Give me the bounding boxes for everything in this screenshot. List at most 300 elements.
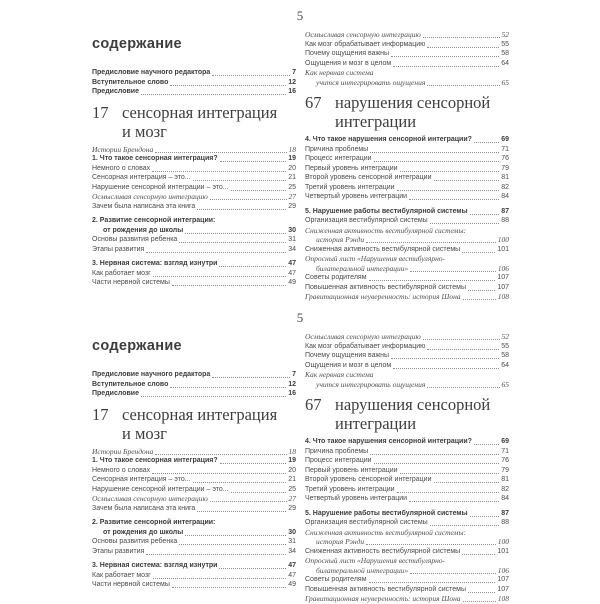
toc-dotted-leader	[463, 596, 496, 602]
toc-entry	[92, 164, 296, 174]
toc-entry-page: 76	[501, 155, 509, 162]
toc-entry-page: 47	[288, 571, 296, 579]
toc-entry-label: 3. Нервная система: взгляд изнутри	[92, 260, 218, 267]
toc-entry	[305, 437, 509, 447]
toc-entry-page: 71	[501, 447, 509, 455]
toc-entry-page: 16	[288, 88, 296, 95]
toc-entry-page: 88	[501, 519, 509, 526]
toc-dotted-leader	[409, 194, 499, 200]
toc-entry-page: 100	[497, 537, 509, 546]
toc-dotted-leader	[212, 70, 290, 76]
toc-dotted-leader	[185, 530, 286, 536]
toc-dotted-leader	[400, 166, 500, 172]
toc-dotted-leader	[220, 156, 287, 162]
toc-entry-page: 31	[288, 538, 296, 545]
toc-entry	[92, 259, 296, 269]
toc-entry-page: 82	[501, 485, 509, 493]
toc-dotted-leader	[210, 496, 287, 502]
toc-entry	[305, 78, 509, 88]
toc-entry-page: 18	[288, 144, 296, 154]
chapter-17-entries	[92, 447, 296, 590]
toc-entry	[92, 154, 296, 164]
toc-entry-label: Гравитационная неуверенность: история Шона	[305, 292, 461, 301]
toc-entry-label: 5. Нарушение работы вестибулярной системы	[305, 509, 468, 517]
toc-entry-label: Истории Брендона	[92, 144, 154, 154]
toc-dotted-leader	[434, 477, 500, 483]
toc-dotted-leader	[155, 449, 286, 455]
toc-entry-page: 47	[288, 260, 296, 267]
toc-entry-label: Гравитационная неуверенность: история Шона	[305, 594, 461, 603]
toc-entry-page: 31	[288, 236, 296, 243]
toc-entry-label: Немного о словах	[92, 466, 151, 474]
toc-entry	[305, 575, 509, 585]
chapter-17-title-line2: и мозг	[122, 121, 167, 141]
toc-dotted-leader	[370, 449, 499, 455]
toc-entry-page: 107	[497, 283, 509, 291]
toc-entry	[92, 571, 296, 581]
toc-entry-label: 4. Что такое нарушения сенсорной интеграции?	[305, 438, 472, 445]
toc-entry-page: 25	[288, 183, 296, 191]
toc-dotted-leader	[423, 334, 500, 340]
toc-entry	[92, 192, 296, 202]
toc-entry	[305, 537, 509, 547]
toc-entry-label: учится интегрировать ощущения	[316, 77, 426, 87]
toc-dotted-leader	[193, 477, 287, 483]
toc-entry-label: 2. Развитие сенсорной интеграции:	[92, 519, 216, 526]
toc-entry	[92, 494, 296, 504]
toc-entry-page: 29	[288, 202, 296, 210]
toc-entry-page: 12	[288, 78, 296, 86]
chapter-67-heading	[305, 395, 509, 433]
toc-dotted-leader	[231, 487, 287, 493]
toc-entry	[305, 207, 509, 217]
chapter-17-heading	[92, 405, 296, 443]
toc-entry	[305, 183, 509, 193]
toc-entry-label: Советы родителям	[305, 274, 367, 281]
toc-entry-label: Как нервная система	[305, 68, 374, 77]
chapter-17-title-line2: и мозг	[122, 423, 167, 443]
toc-entry-label: Как нервная система	[305, 370, 374, 379]
toc-entry-label: Этапы развития	[92, 245, 145, 253]
toc-entry-label: Ощущения и мозг в целом	[305, 361, 392, 369]
toc-entry-label: 1. Что такое сенсорная интеграция?	[92, 155, 218, 162]
toc-entry-label: Сенсорная интеграция – это...	[92, 476, 191, 483]
toc-dotted-leader	[391, 51, 499, 57]
toc-entry	[92, 561, 296, 571]
toc-dotted-leader	[430, 218, 500, 224]
toc-entry	[92, 78, 296, 88]
toc-entry-page: 87	[501, 509, 509, 517]
toc-entry-label: Части нервной системы	[92, 581, 170, 588]
toc-entry	[305, 164, 509, 174]
book-page-copy-1	[0, 0, 600, 300]
toc-dotted-leader	[391, 353, 499, 359]
toc-entry-page: 7	[292, 371, 296, 378]
toc-entry-label: история Рэнди	[316, 537, 365, 546]
toc-entry-label: Советы родителям	[305, 576, 367, 583]
toc-entry-label: учится интегрировать ощущения	[316, 379, 426, 389]
toc-entry	[92, 87, 296, 97]
toc-dotted-leader	[427, 80, 499, 86]
chapter-17-title-line1: сенсорная интеграция	[122, 102, 278, 122]
toc-entry-page: 29	[288, 504, 296, 512]
toc-entry-page: 81	[501, 476, 509, 483]
toc-dotted-leader	[410, 266, 495, 272]
contents-right-column	[305, 330, 509, 604]
toc-entry	[305, 216, 509, 226]
toc-entry-label: Причина проблемы	[305, 145, 369, 153]
page-number: 5	[296, 310, 304, 325]
toc-dotted-leader	[462, 247, 495, 253]
toc-entry-label: Истории Брендона	[92, 446, 154, 456]
toc-dotted-leader	[366, 237, 496, 243]
toc-entry	[305, 475, 509, 485]
toc-entry-page: 65	[501, 379, 509, 389]
toc-entry	[305, 509, 509, 519]
toc-entry	[305, 594, 509, 604]
toc-entry	[305, 332, 509, 342]
toc-entry	[92, 235, 296, 245]
toc-entry	[92, 183, 296, 193]
toc-entry-page: 84	[501, 495, 509, 502]
toc-entry-label: Третий уровень интеграции	[305, 485, 395, 493]
toc-dotted-leader	[197, 204, 286, 210]
toc-dotted-leader	[141, 391, 286, 397]
toc-dotted-leader	[141, 89, 286, 95]
toc-dotted-leader	[219, 261, 286, 267]
toc-dotted-leader	[434, 175, 500, 181]
toc-entry-page: 69	[501, 136, 509, 143]
toc-entry-page: 47	[288, 562, 296, 569]
toc-entry-page: 108	[497, 292, 509, 301]
toc-entry-label: Второй уровень сенсорной интеграции	[305, 476, 432, 483]
toc-dotted-leader	[179, 237, 286, 243]
toc-dotted-leader	[470, 511, 500, 517]
toc-entry	[305, 135, 509, 145]
toc-entry	[305, 447, 509, 457]
toc-entry-label: 2. Развитие сенсорной интеграции:	[92, 217, 216, 224]
toc-dotted-leader	[393, 61, 499, 67]
toc-entry-label: Основы развития ребенка	[92, 538, 178, 545]
toc-dotted-leader	[393, 363, 499, 369]
toc-entry	[92, 537, 296, 547]
toc-entry	[92, 226, 296, 236]
toc-entry	[92, 518, 296, 528]
toc-entry-page: 47	[288, 269, 296, 277]
toc-entry-label: Вступительное слово	[92, 380, 169, 388]
toc-entry-page: 65	[501, 77, 509, 87]
toc-entry	[305, 68, 509, 78]
toc-entry	[305, 494, 509, 504]
toc-entry	[305, 547, 509, 557]
toc-entry	[305, 173, 509, 183]
toc-dotted-leader	[430, 520, 500, 526]
chapter-67-entries	[305, 437, 509, 604]
toc-entry-label: 3. Нервная система: взгляд изнутри	[92, 562, 218, 569]
toc-entry-page: 18	[288, 446, 296, 456]
toc-entry-label: Осмысливая сенсорную интеграцию	[305, 30, 421, 39]
toc-entry-page: 34	[288, 245, 296, 253]
toc-entry	[305, 192, 509, 202]
toc-entry-label: история Рэнди	[316, 235, 365, 244]
toc-entry	[92, 245, 296, 255]
toc-dotted-leader	[193, 175, 287, 181]
toc-entry	[305, 361, 509, 371]
toc-entry-page: 69	[501, 438, 509, 445]
toc-entry-page: 106	[497, 263, 509, 273]
toc-entry-label: Немного о словах	[92, 164, 151, 172]
toc-entry-label: Второй уровень сенсорной интеграции	[305, 174, 432, 181]
toc-entry-label: Ощущения и мозг в целом	[305, 59, 392, 67]
chapter-17-heading	[92, 103, 296, 141]
toc-dotted-leader	[146, 549, 286, 555]
toc-entry-page: 76	[501, 457, 509, 464]
toc-entry	[305, 292, 509, 302]
chapter-67-start-page: 67	[305, 395, 322, 414]
toc-entry	[305, 235, 509, 245]
toc-dotted-leader	[152, 166, 286, 172]
toc-dotted-leader	[470, 209, 500, 215]
toc-dotted-leader	[220, 458, 287, 464]
toc-entry-label: 1. Что такое сенсорная интеграция?	[92, 457, 218, 464]
toc-entry	[92, 528, 296, 538]
toc-entry-page: 84	[501, 193, 509, 200]
toc-entry	[92, 547, 296, 557]
toc-entry-label: Почему ощущения важны	[305, 50, 390, 57]
toc-entry-label: Нарушение сенсорной интеграции – это...	[92, 183, 229, 191]
toc-entry	[305, 342, 509, 352]
toc-entry	[305, 154, 509, 164]
toc-entry-page: 27	[288, 494, 296, 503]
toc-entry	[305, 485, 509, 495]
chapter-17-title-line1: сенсорная интеграция	[122, 404, 278, 424]
toc-dotted-leader	[369, 577, 496, 583]
toc-entry-label: Осмысливая сенсорную интеграцию	[92, 494, 208, 503]
chapter-17-title	[122, 103, 296, 141]
toc-entry-label: Зачем была написана эта книга	[92, 202, 196, 210]
toc-dotted-leader	[474, 439, 499, 445]
toc-dotted-leader	[397, 185, 500, 191]
toc-entry	[92, 145, 296, 155]
chapter-17-entries	[92, 145, 296, 288]
toc-entry-page: 49	[288, 581, 296, 588]
front-matter-list	[92, 370, 296, 399]
toc-entry-page: 79	[501, 466, 509, 474]
toc-entry-page: 82	[501, 183, 509, 191]
toc-entry-label: Сниженная активность вестибулярной системы:	[305, 225, 467, 235]
chapter-17-title	[122, 405, 296, 443]
toc-entry	[305, 245, 509, 255]
toc-entry	[92, 389, 296, 399]
toc-entry-label: Повышенная активность вестибулярной системы	[305, 283, 466, 291]
toc-dotted-leader	[463, 294, 496, 300]
contents-title: содержание	[92, 338, 182, 354]
toc-entry-page: 21	[288, 476, 296, 483]
toc-entry-label: Сенсорная интеграция – это...	[92, 174, 191, 181]
toc-dotted-leader	[366, 539, 496, 545]
toc-entry	[305, 254, 509, 264]
toc-entry	[305, 380, 509, 390]
contents-title: содержание	[92, 36, 182, 52]
toc-dotted-leader	[374, 156, 500, 162]
toc-entry-page: 52	[501, 30, 509, 39]
toc-entry	[305, 273, 509, 283]
toc-entry-label: Как работает мозг	[92, 571, 151, 579]
toc-entry-label: Как мозг обрабатывает информацию	[305, 40, 426, 48]
chapter-67-start-page: 67	[305, 93, 322, 112]
toc-entry-page: 107	[497, 585, 509, 593]
toc-entry	[305, 264, 509, 274]
toc-entry-page: 30	[288, 226, 296, 234]
toc-dotted-leader	[153, 573, 286, 579]
chapter-67-entries	[305, 135, 509, 302]
toc-dotted-leader	[170, 80, 286, 86]
toc-entry	[305, 283, 509, 293]
toc-dotted-leader	[152, 468, 286, 474]
toc-entry	[92, 380, 296, 390]
toc-entry-label: Сниженная активность вестибулярной системы	[305, 245, 461, 253]
toc-dotted-leader	[423, 32, 500, 38]
toc-entry-label: Части нервной системы	[92, 279, 170, 286]
toc-entry-page: 20	[288, 164, 296, 172]
toc-dotted-leader	[219, 563, 286, 569]
toc-dotted-leader	[462, 549, 495, 555]
toc-dotted-leader	[468, 285, 495, 291]
chapter-67-title-line2: интеграции	[335, 112, 417, 131]
toc-entry-label: Процесс интеграции	[305, 155, 372, 162]
toc-dotted-leader	[146, 247, 286, 253]
toc-entry-page: 55	[501, 40, 509, 48]
toc-dotted-leader	[210, 194, 287, 200]
toc-dotted-leader	[172, 280, 286, 286]
toc-entry-page: 107	[497, 274, 509, 281]
toc-entry-page: 108	[497, 594, 509, 603]
toc-entry-page: 16	[288, 390, 296, 397]
contents-left-column	[92, 36, 296, 288]
toc-dotted-leader	[172, 582, 286, 588]
toc-entry	[305, 518, 509, 528]
toc-entry	[92, 370, 296, 380]
toc-entry-page: 64	[501, 361, 509, 369]
toc-dotted-leader	[197, 506, 286, 512]
toc-entry-page: 107	[497, 576, 509, 583]
chapter-17-entries-continued	[305, 30, 509, 87]
toc-entry	[305, 49, 509, 59]
toc-entry-label: Первый уровень интеграции	[305, 466, 398, 474]
toc-entry-label: Организация вестибулярной системы	[305, 519, 428, 526]
toc-entry	[305, 466, 509, 476]
toc-entry	[305, 370, 509, 380]
toc-entry-page: 25	[288, 485, 296, 493]
toc-dotted-leader	[212, 372, 290, 378]
toc-entry	[92, 580, 296, 590]
toc-entry-page: 12	[288, 380, 296, 388]
toc-entry	[305, 566, 509, 576]
chapter-17-entries-continued	[305, 332, 509, 389]
toc-entry-label: от рождения до школы	[103, 226, 184, 234]
toc-entry-page: 87	[501, 207, 509, 215]
toc-entry-label: 4. Что такое нарушения сенсорной интеграции?	[305, 136, 472, 143]
toc-entry-page: 7	[292, 69, 296, 76]
toc-entry-label: Опросный лист «Нарушения вестибулярно-	[305, 556, 446, 565]
toc-dotted-leader	[427, 344, 499, 350]
toc-entry-label: Осмысливая сенсорную интеграцию	[305, 332, 421, 341]
toc-entry-label: Зачем была написана эта книга	[92, 504, 196, 512]
toc-entry	[305, 456, 509, 466]
toc-dotted-leader	[170, 382, 286, 388]
chapter-67-title	[335, 93, 509, 131]
toc-dotted-leader	[185, 228, 286, 234]
toc-entry	[92, 173, 296, 183]
toc-entry-page: 19	[288, 155, 296, 162]
toc-dotted-leader	[468, 587, 495, 593]
toc-entry-label: Как работает мозг	[92, 269, 151, 277]
toc-entry-label: 5. Нарушение работы вестибулярной системы	[305, 207, 468, 215]
toc-entry	[92, 475, 296, 485]
page-number: 5	[296, 8, 304, 23]
toc-entry	[305, 226, 509, 236]
toc-entry-label: Четвертый уровень интеграции	[305, 193, 408, 200]
toc-entry-page: 58	[501, 50, 509, 57]
toc-entry-page: 81	[501, 174, 509, 181]
toc-entry-page: 64	[501, 59, 509, 67]
toc-entry-label: Организация вестибулярной системы	[305, 217, 428, 224]
toc-dotted-leader	[427, 382, 499, 388]
toc-entry-label: Этапы развития	[92, 547, 145, 555]
toc-dotted-leader	[155, 147, 286, 153]
toc-dotted-leader	[474, 137, 499, 143]
toc-dotted-leader	[409, 496, 499, 502]
toc-entry-page: 55	[501, 342, 509, 350]
toc-entry	[305, 30, 509, 40]
front-matter-list	[92, 68, 296, 97]
toc-entry-label: Сниженная активность вестибулярной системы:	[305, 527, 467, 537]
toc-entry-label: Предисловие научного редактора	[92, 69, 211, 76]
chapter-67-title-line1: нарушения сенсорной	[335, 395, 491, 414]
toc-dotted-leader	[231, 185, 287, 191]
contents-left-column	[92, 338, 296, 590]
toc-entry-label: Повышенная активность вестибулярной системы	[305, 585, 466, 593]
toc-dotted-leader	[374, 458, 500, 464]
toc-entry	[92, 485, 296, 495]
toc-entry-label: Сниженная активность вестибулярной системы	[305, 547, 461, 555]
toc-entry-page: 71	[501, 145, 509, 153]
toc-entry-page: 58	[501, 352, 509, 359]
chapter-17-start-page: 17	[92, 404, 109, 424]
toc-entry-label: Основы развития ребенка	[92, 236, 178, 243]
toc-entry-label: билатеральной интеграции»	[316, 565, 409, 575]
toc-entry-label: Первый уровень интеграции	[305, 164, 398, 172]
toc-entry	[92, 278, 296, 288]
toc-entry-label: Предисловие научного редактора	[92, 371, 211, 378]
toc-entry-page: 101	[497, 547, 509, 555]
toc-entry-page: 101	[497, 245, 509, 253]
toc-entry-label: от рождения до школы	[103, 528, 184, 536]
toc-dotted-leader	[370, 147, 499, 153]
toc-dotted-leader	[179, 539, 286, 545]
toc-dotted-leader	[410, 568, 495, 574]
toc-entry-page: 30	[288, 528, 296, 536]
toc-entry-label: Предисловие	[92, 88, 139, 95]
chapter-67-title	[335, 395, 509, 433]
toc-entry-page: 21	[288, 174, 296, 181]
toc-entry-page: 20	[288, 466, 296, 474]
chapter-67-title-line1: нарушения сенсорной	[335, 93, 491, 112]
chapter-17-start-page: 17	[92, 102, 109, 122]
toc-entry-page: 100	[497, 235, 509, 244]
toc-entry	[92, 466, 296, 476]
toc-entry-page: 34	[288, 547, 296, 555]
